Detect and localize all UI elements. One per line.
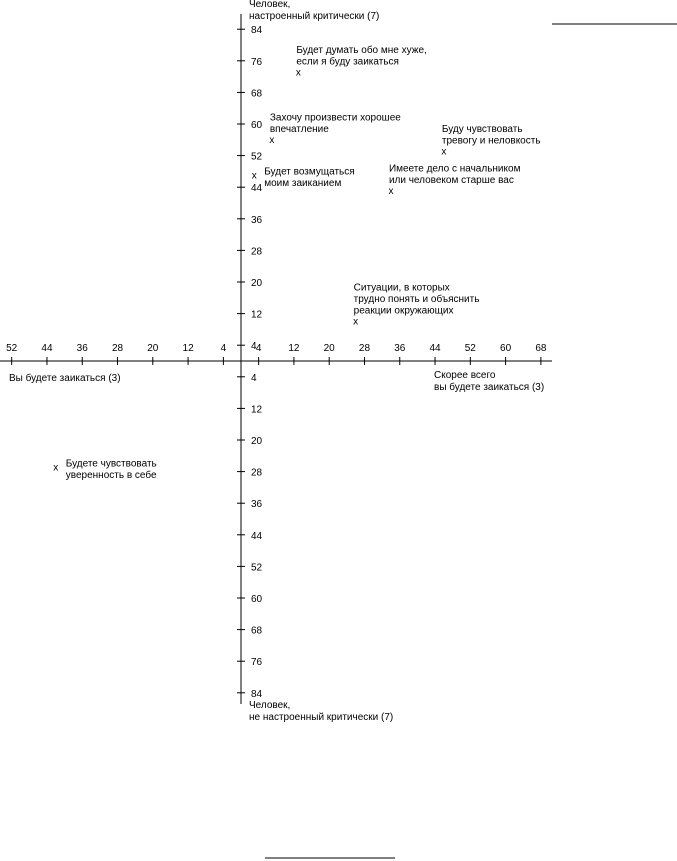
y-tick-label: 60 (251, 594, 263, 605)
x-tick-label: 28 (111, 343, 124, 354)
x-tick-label: 12 (182, 343, 194, 354)
x-axis-right-label: Скорее всего вы будете заикаться (3) (434, 370, 545, 393)
point-marker: x (353, 316, 359, 328)
point-label: Буду чувствовать тревогу и неловкость (441, 124, 541, 147)
x-tick-label: 4 (255, 343, 262, 354)
y-tick-label: 44 (251, 530, 263, 542)
y-tick-label: 12 (251, 404, 263, 416)
y-tick-label: 4 (251, 341, 257, 353)
point-marker: x (388, 186, 394, 198)
x-tick-label: 44 (429, 343, 441, 354)
y-tick-label: 68 (251, 625, 263, 637)
x-tick-label: 60 (500, 343, 512, 354)
y-tick-label: 4 (251, 372, 257, 384)
y-tick-label: 36 (251, 214, 263, 226)
x-tick-label: 20 (147, 343, 159, 354)
data-point (53, 459, 157, 482)
y-axis-top-label: Человек, настроенный критически (7) (249, 0, 380, 22)
data-point (269, 112, 401, 146)
y-tick-label: 84 (251, 688, 263, 700)
x-tick-label: 4 (220, 343, 227, 354)
data-points (53, 44, 540, 481)
point-marker: x (53, 462, 59, 474)
y-tick-label: 44 (251, 183, 263, 195)
y-tick-label: 28 (251, 467, 263, 479)
x-tick-label: 68 (535, 343, 547, 354)
data-point (252, 166, 355, 189)
y-tick-label: 76 (251, 657, 263, 669)
y-tick-label: 12 (251, 309, 263, 321)
x-tick-label: 28 (358, 343, 371, 354)
x-tick-label: 20 (323, 343, 335, 354)
data-point (388, 164, 520, 198)
y-tick-label: 20 (251, 278, 263, 289)
point-label: Будете чувствовать уверенность в себе (65, 458, 157, 482)
point-marker: x (269, 134, 275, 146)
data-point (441, 124, 540, 158)
x-tick-label: 52 (6, 343, 18, 354)
y-tick-label: 84 (251, 25, 263, 37)
point-label: Будет думать обо мне хуже, если я буду заикаться (296, 45, 427, 68)
point-marker: x (441, 146, 447, 158)
x-axis-ticks (6, 343, 547, 365)
data-point (353, 283, 479, 328)
x-tick-label: 52 (464, 343, 476, 354)
y-tick-label: 36 (251, 499, 263, 511)
y-axis-bottom-label: Человек, не настроенный критически (7) (249, 700, 394, 723)
x-tick-label: 44 (41, 343, 53, 354)
point-label: Захочу произвести хорошее впечатление (269, 112, 401, 135)
y-tick-label: 76 (251, 56, 263, 68)
y-tick-label: 68 (251, 88, 263, 100)
x-tick-label: 36 (76, 343, 88, 354)
y-tick-label: 60 (251, 120, 263, 131)
x-tick-label: 12 (288, 343, 300, 354)
decorative-lines (265, 24, 677, 858)
point-label: Имеете дело с начальником или человеком старше вас (388, 163, 521, 187)
y-tick-label: 28 (251, 246, 263, 258)
x-tick-label: 36 (394, 343, 406, 354)
point-marker: x (251, 170, 257, 182)
y-tick-label: 52 (251, 562, 263, 574)
y-tick-label: 52 (251, 151, 263, 163)
point-label: Ситуации, в которых трудно понять и объяснить реакции окружающих (353, 282, 480, 317)
x-axis-left-label: Вы будете заикаться (3) (9, 373, 121, 384)
y-tick-label: 20 (251, 436, 263, 447)
point-label: Будет возмущаться моим заиканием (264, 166, 355, 189)
point-marker: x (295, 67, 301, 79)
data-point (296, 44, 427, 79)
